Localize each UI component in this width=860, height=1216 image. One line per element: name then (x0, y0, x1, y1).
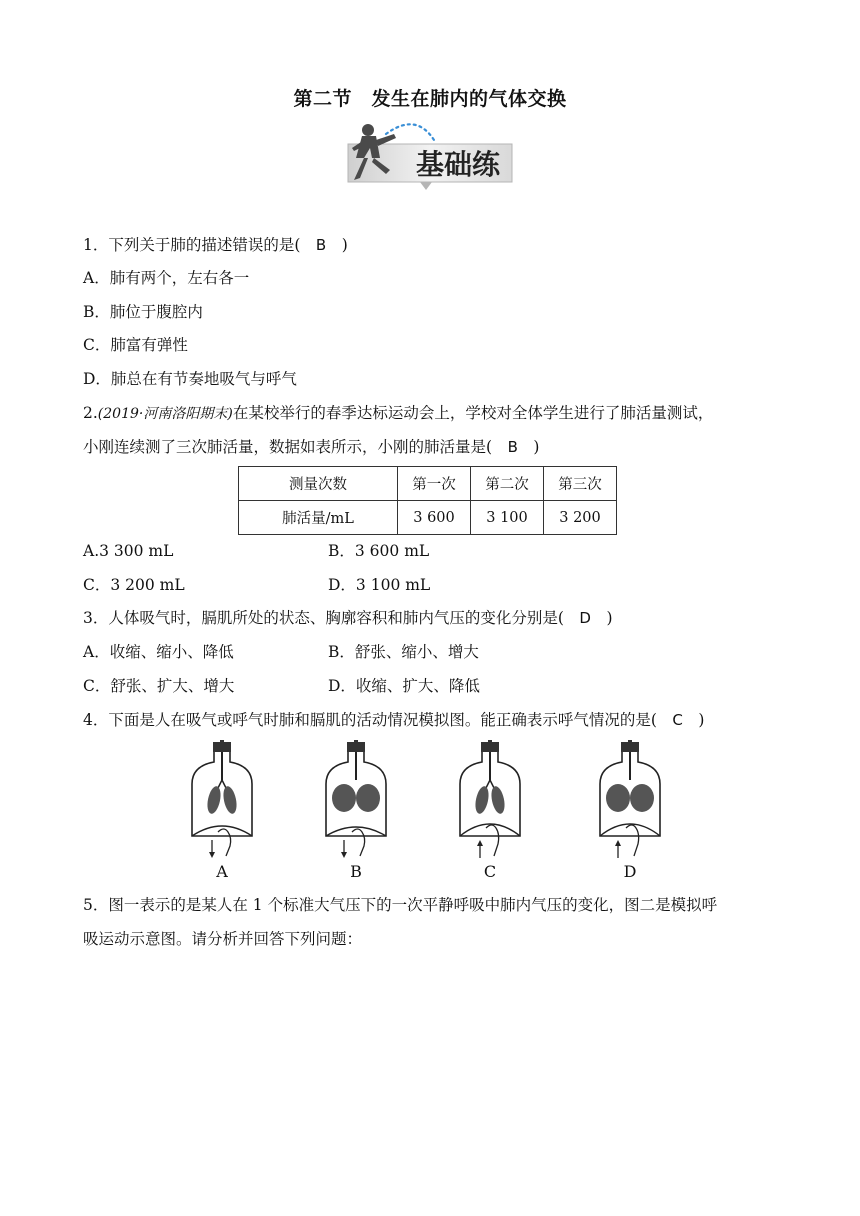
q1-option-c: C．肺富有弹性 (83, 336, 188, 354)
figure-label-d: D (623, 862, 637, 881)
q2-option-c: C．3 200 mL (83, 576, 185, 594)
figure-label-c: C (483, 862, 497, 881)
q5-stem-line2: 吸运动示意图。请分析并回答下列问题： (83, 930, 363, 948)
banner-graphic (346, 118, 516, 192)
q3-option-d: D．收缩、扩大、降低 (328, 677, 480, 695)
banner-text: 基础练 (416, 148, 501, 181)
q1-answer: B (315, 236, 327, 254)
q2-option-b: B．3 600 mL (328, 542, 430, 560)
q1-option-d: D．肺总在有节奏地吸气与呼气 (83, 370, 297, 388)
figure-label-b: B (350, 862, 362, 881)
q3-option-c: C．舒张、扩大、增大 (83, 677, 235, 695)
q3-option-b: B．舒张、缩小、增大 (328, 643, 479, 661)
q2-option-a: A.3 300 mL (83, 542, 174, 560)
table-cell: 3 200 (544, 501, 617, 535)
page-title: 第二节 发生在肺内的气体交换 (293, 88, 567, 110)
q4-answer: C (672, 711, 683, 729)
q1-option-b: B．肺位于腹腔内 (83, 303, 203, 321)
q5-stem-line1: 5．图一表示的是某人在 1 个标准大气压下的一次平静呼吸中肺内气压的变化，图二是模拟呼 (83, 896, 718, 914)
q1-stem: 1．下列关于肺的描述错误的是( B ) (83, 236, 348, 254)
q4-stem: 4．下面是人在吸气或呼气时肺和膈肌的活动情况模拟图。能正确表示呼气情况的是( C ) (83, 711, 705, 729)
bell-jar-figure-d (592, 740, 668, 860)
q3-answer: D (579, 609, 591, 627)
table-header: 第一次 (398, 467, 471, 501)
table-row-label: 肺活量/mL (239, 501, 398, 535)
q3-stem: 3．人体吸气时，膈肌所处的状态、胸廓容积和肺内气压的变化分别是( D ) (83, 609, 613, 627)
bell-jar-figure-a (184, 740, 260, 860)
lung-capacity-table (238, 466, 617, 535)
q3-option-a: A．收缩、缩小、降低 (83, 643, 234, 661)
table-cell: 3 600 (398, 501, 471, 535)
figure-label-a: A (216, 862, 228, 881)
table-row (239, 501, 617, 535)
q1-option-a: A．肺有两个，左右各一 (83, 269, 250, 287)
table-header-row (239, 467, 617, 501)
table-header: 测量次数 (239, 467, 398, 501)
bell-jar-figure-c (452, 740, 528, 860)
bell-jar-figure-b (318, 740, 394, 860)
table-cell: 3 100 (471, 501, 544, 535)
q2-answer: B (507, 438, 518, 456)
q2-source: (2019·河南洛阳期末) (97, 406, 233, 422)
section-banner (346, 118, 516, 192)
q2-stem-line1: 2.(2019·河南洛阳期末)在某校举行的春季达标运动会上，学校对全体学生进行了肺活量测试， (83, 404, 714, 422)
table-header: 第二次 (471, 467, 544, 501)
table-header: 第三次 (544, 467, 617, 501)
q2-option-d: D．3 100 mL (328, 576, 431, 594)
q2-stem-line2: 小刚连续测了三次肺活量，数据如表所示，小刚的肺活量是( B ) (83, 438, 540, 456)
